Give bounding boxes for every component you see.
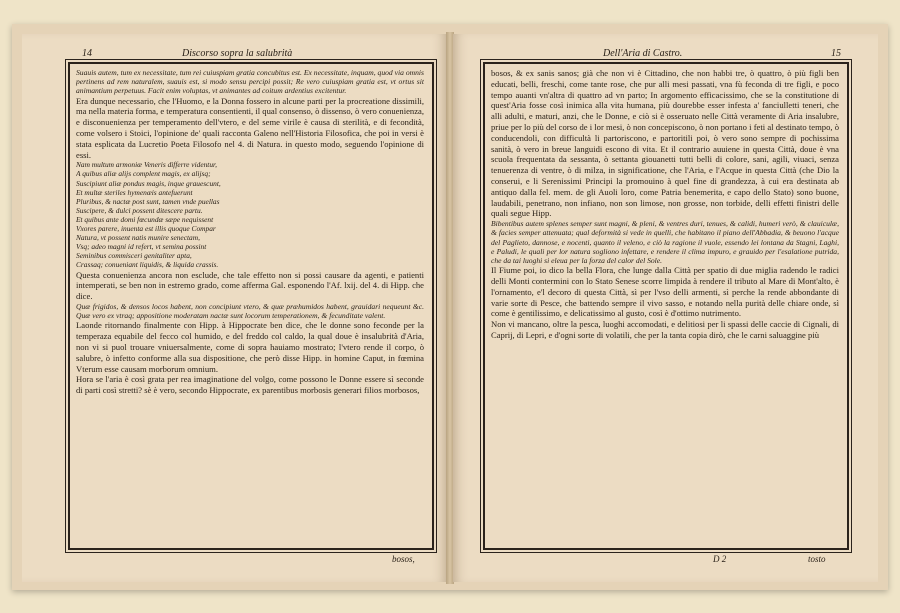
page-number: 14 [82, 48, 92, 59]
latin-quote: Quæ frigidos, & densos locos habent, non concipiunt vtero, & quæ præhumidos habent, grauidari nequeunt &c. Quæ vero ex vtraq; appositione moderatam nactæ sunt locorum temperationem, & fecunditate valent. [76, 301, 424, 321]
open-book [12, 24, 888, 590]
verse-line: Et multæ steriles hymenæis antefuerunt [76, 187, 193, 197]
verse-line: Et quibus ante domi fœcundæ sæpe nequissent [76, 214, 214, 224]
verse-line: Pluribus, & nactæ post sunt, tamen vnde puellas [76, 196, 220, 206]
verse-line: Seminibus commisceri genitaliter apta, [76, 251, 192, 261]
verse-line: Crassaq; conueniant liquidis, & liquida crassis. [76, 260, 219, 270]
paragraph: Laonde ritornando finalmente con Hipp. à Hippocrate ben dice, che le donne sono feconde per la temperaza equabile del fecco col humido, e del freddo col caldo, la qual doue è insalubrità d'Aria, non vi si puol trouare vniuersalmente, come di sopra hauiamo mostrato; l'vtero rende il corpo, ò salubre, ò infetto conforme alla sua dispositione, che però disse Hipp. in homine Caput, in fœmina Vterum esse causam morborum omnium. [76, 320, 424, 374]
latin-quote: Suauis autem, tum ex necessitate, tum rei cuiuspiam gratia concubitus est. Ex necessitate, inquam, quod via omnis pertinens ad rem naturalem, suauis est, si modo sensu percipi possit; Re vero cuiuspiam gratia est, vt ortus sit animantium perpetuus. Facit enim voluptas, vt animantes ad coitum ardentius excitentur. [76, 68, 424, 96]
paragraph: Il Fiume poi, io dico la bella Flora, che lunge dalla Città per spatio di due miglia radendo le radici delli Monti contermini con lo Stato Senese scorre limpida à rendere il tributo al Mare di Mont'alto, è l'ornamento, e'l decoro di questa Città, sì per l'vso delli armenti, sì perche la rende abbondante di varie sorte di Pesce, che battendo sempre il vivo sasso, e notando nella purità delle chiare onde, sì come è gentilissimo, e delicatissimo al gusto, così è d'ottimo nutrimento. [491, 265, 839, 319]
catchword: bosos, [392, 554, 415, 564]
verse-line: Vxores parere, inuenta est illis quoque Compar [76, 224, 216, 234]
verse-line: Suscipiunt aliæ pondus magis, inque grauescunt, [76, 178, 221, 188]
verse-line: Natura, vt possent natis munire senectam, [76, 233, 200, 243]
verse-line: Vsq; adeo magni id refert, vt semina possint [76, 242, 207, 252]
paragraph: Hora se l'aria è così grata per rea imaginatione del volgo, come possono le Donne essere sì seconde di parti così stretti? sè è vero, secondo Hippocrate, ex parentibus morbosis generari filios morbosos, [76, 374, 424, 396]
left-page [22, 34, 447, 582]
running-head: Discorso sopra la salubrità [182, 48, 293, 59]
paragraph: Questa conuenienza ancora non esclude, che tale effetto non si possi causare da agenti, e patienti intemperati, se ben non in estremo grado, come afferma Gal. esponendo l'Af. lxij. del 4. di Hipp. che dice. [76, 269, 424, 302]
page-number: 15 [831, 48, 841, 59]
catchword: tosto [808, 554, 826, 564]
paragraph: Era dunque necessario, che l'Huomo, e la Donna fossero in alcune parti per la procreatione dissimili, ma nella materia forma, e temperatura consentienti, il qual consenso, ò dissenso, ò vero conuenienza, e disconuenienza per temperamento dell'vtero, e del seme virile è causa di sterilità, e di fecondità, come volsero i Stoici, l'opinione de' quali racconta Galeno nell'Historia Filosofica, che poi in versi è stata esplicata da Lucretio Poeta Filosofo nel 4. di Natura. in questo modo, seguendo l'opinione di essi. [76, 95, 424, 160]
text-block [491, 68, 839, 544]
verse-line: A quibus aliæ alijs complent magis, ex alijsq; [76, 169, 211, 179]
latin-quote: Bibentibus autem splenes semper sunt magni, & pleni, & ventres duri, tenues, & calidi, humeri verò, & clauiculæ, & facies semper attenuata; qual deformità si vede in quelli, che habitano il piano dell'Abbadia, & beuono l'acque del Paglieto, dannose, e nocenti, quanto il veleno, e ciò la ragione il vuole, essendo lei lontana da Stagni, Laghi, e Paludi, le quali per lor natura sogliono infettare, e rendere il clima impuro, e grauido per l'esalatione putrida, che da tai luoghi si eleua per la forza del calor del Sole. [491, 219, 839, 265]
right-page [453, 34, 878, 582]
signature-mark: D 2 [713, 554, 727, 564]
verse-block [76, 160, 424, 269]
running-head: Dell'Aria di Castro. [603, 48, 683, 59]
paragraph: Non vi mancano, oltre la pesca, luoghi accomodati, e delitiosi per li spassi delle caccie di Cignali, di Caprij, di Lepri, e d'ogni sorte di volatili, che per la tanta copia dirò, che le carni saluaggine più [491, 319, 839, 340]
paragraph: bosos, & ex sanis sanos; già che non vi è Cittadino, che non habbi tre, ò quattro, ò più figli ben educati, belli, freschi, come tante rose, che pur alli mesi passati, vna fù feconda di tre figli, e poco tempo auanti vn'altra di quattro ad vn parto; In argomento efficacissimo, che se la constitutione di quest'Aria fosse così inimica alla vita humana, più dourebbe esser infesta a' fanciulletti teneri, che alli adulti, e maturi, anzi, che le Donne, e ciò si è osseruato nelle Città veramente di Aria insalubre, priue per lo più del corso de i lor mesi, ò non concepiscono, ò non portano i feti al destinato tempo, ò conducendoli, con difficultà li partoriscono, e partoritili poi, ò vero sono sempre di pochissima sanità, ò vero in breue languidi escono di vita. Et il contrario auuiene in questa Città, doue è vna scuola frequentata da sessanta, ò settanta giouanetti tutti belli di colore, sani, agili, viuaci, senza tenuerenza di ventre, ò di milza, in significatione, che l'Aria, e l'Acque in questa Città (che Dio la conserui, e li Serenissimi Principi la promouino à quel fine di grandezza, à cui era destinata ab antiquo dalla fel. mem. de gli Auoli loro, come Patria benemerita, e capo dello Stato) sono buone, laudabili, penetrano, non infiano, non son limose, non grosse, non torbide, delli effetti finistri delle quali segue Hipp. [491, 68, 839, 219]
verse-line: Suscipere, & dulci possent ditescere partu. [76, 205, 203, 215]
text-block [76, 68, 424, 544]
verse-line: Nam multum armoniæ Veneris differre videntur, [76, 160, 217, 170]
